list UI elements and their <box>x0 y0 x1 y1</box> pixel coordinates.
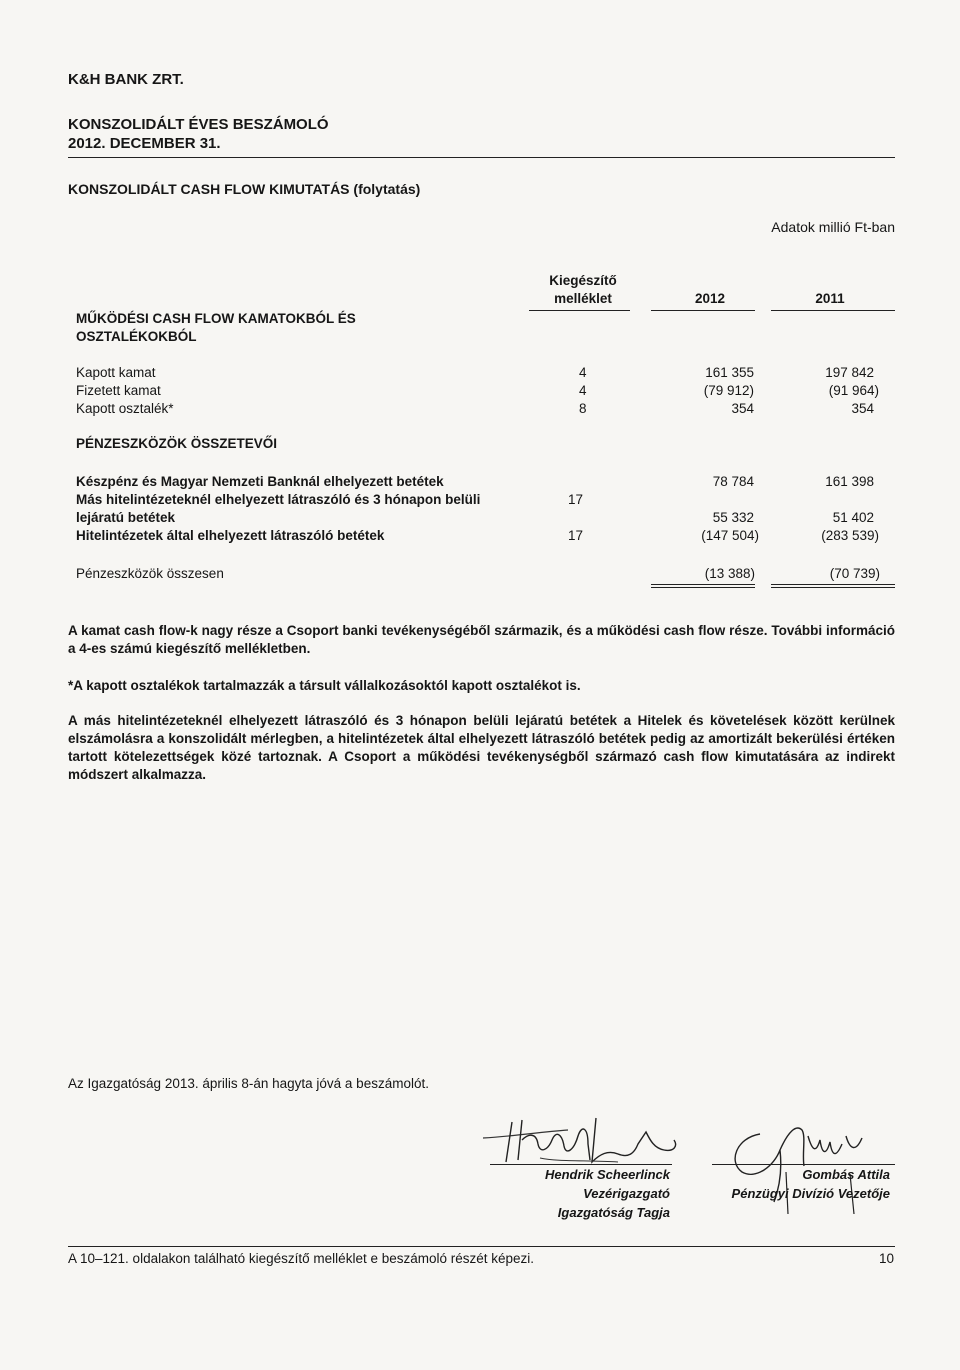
total-value-2011: (70 739) <box>829 566 880 581</box>
report-date: 2012. DECEMBER 31. <box>68 135 221 152</box>
approval-statement: Az Igazgatóság 2013. április 8-án hagyta jóvá a beszámolót. <box>68 1076 429 1091</box>
row-label: Hitelintézetek által elhelyezett látraszóló betétek <box>76 528 385 543</box>
row-value-2011: 197 842 <box>825 365 874 380</box>
row-label: Más hitelintézeteknél elhelyezett látraszóló és 3 hónapon belüli <box>76 492 481 507</box>
statement-title: KONSZOLIDÁLT CASH FLOW KIMUTATÁS (folytatás) <box>68 181 421 197</box>
footer-rule <box>68 1246 895 1247</box>
row-label: Fizetett kamat <box>76 383 161 398</box>
section1-title-line2: OSZTALÉKOKBÓL <box>76 329 197 344</box>
row-value-2011: (91 964) <box>828 383 879 398</box>
signatory-1-board-role: Igazgatóság Tagja <box>557 1205 670 1220</box>
note-column-header-line1: Kiegészítő <box>549 273 617 288</box>
year-2012-header: 2012 <box>694 291 726 306</box>
row-value-2012: 55 332 <box>712 510 754 525</box>
total-rule-2011 <box>771 584 895 585</box>
row-value-2011: 354 <box>851 401 874 416</box>
row-value-2012: 161 355 <box>705 365 754 380</box>
signatory-1-name: Hendrik Scheerlinck <box>545 1167 670 1182</box>
row-note: 4 <box>579 365 587 380</box>
note-paragraph-interest: A kamat cash flow-k nagy része a Csoport banki tevékenységéből származik, és a működési cash flow része. További információ a 4-es számú kiegészítő mellékletben. <box>68 623 895 656</box>
row-label-continuation: lejáratú betétek <box>76 510 176 525</box>
row-value-2012: (79 912) <box>703 383 754 398</box>
total-rule-2012 <box>651 584 755 585</box>
units-label: Adatok millió Ft-ban <box>771 219 895 235</box>
row-value-2012: 354 <box>731 401 754 416</box>
row-value-2012: (147 504) <box>701 528 759 543</box>
section2-title: PÉNZESZKÖZÖK ÖSSZETEVŐI <box>76 436 278 451</box>
row-value-2012: 78 784 <box>712 474 754 489</box>
note-column-header-line2: melléklet <box>554 291 612 306</box>
row-note: 17 <box>568 528 584 543</box>
row-note: 8 <box>579 401 587 416</box>
signatory-2-role: Pénzügyi Divízió Vezetője <box>731 1186 890 1201</box>
row-value-2011: (283 539) <box>821 528 879 543</box>
year-2011-header: 2011 <box>815 291 845 306</box>
company-name: K&H BANK ZRT. <box>68 71 184 88</box>
total-label: Pénzeszközök összesen <box>76 566 224 581</box>
note-paragraph-dividends: *A kapott osztalékok tartalmazzák a társult vállalkozásoktól kapott osztalékot is. <box>68 678 581 693</box>
row-note: 17 <box>568 492 584 507</box>
year-2011-rule <box>771 310 895 311</box>
report-title: KONSZOLIDÁLT ÉVES BESZÁMOLÓ <box>68 116 329 133</box>
signatory-2-name: Gombás Attila <box>802 1167 890 1182</box>
total-double-rule-2012 <box>651 587 755 588</box>
row-label: Kapott kamat <box>76 365 156 380</box>
row-value-2011: 51 402 <box>832 510 874 525</box>
page-number: 10 <box>878 1251 894 1266</box>
signature-hendrik-scheerlinck <box>478 1110 698 1170</box>
note-header-rule <box>529 310 630 311</box>
header-rule <box>68 157 895 158</box>
row-note: 4 <box>579 383 587 398</box>
note-paragraph-deposits: A más hitelintézeteknél elhelyezett látraszóló és 3 hónapon belüli lejáratú betétek a Hitelek és követelések között kerülnek elszámolásra a konszolidált mérlegben, a hitelintézetek által elhelyezett látraszóló betétek pedig az amortizált bekerülési értéken tartott kötelezettségek közé tartoznak. A Csoport a működési tevékenységből származó cash flow kimutatására az indirekt módszert alkalmazza. <box>68 713 895 782</box>
row-label: Készpénz és Magyar Nemzeti Banknál elhelyezett betétek <box>76 474 444 489</box>
section1-title-line1: MŰKÖDÉSI CASH FLOW KAMATOKBÓL ÉS <box>76 311 356 326</box>
row-value-2011: 161 398 <box>825 474 874 489</box>
year-2012-rule <box>651 310 755 311</box>
signature-line-2 <box>712 1164 895 1165</box>
total-double-rule-2011 <box>771 587 895 588</box>
row-label: Kapott osztalék* <box>76 401 174 416</box>
signature-line-1 <box>490 1164 672 1165</box>
signatory-1-role: Vezérigazgató <box>583 1186 670 1201</box>
total-value-2012: (13 388) <box>704 566 755 581</box>
footer-text: A 10–121. oldalakon található kiegészítő melléklet e beszámoló részét képezi. <box>68 1251 535 1266</box>
